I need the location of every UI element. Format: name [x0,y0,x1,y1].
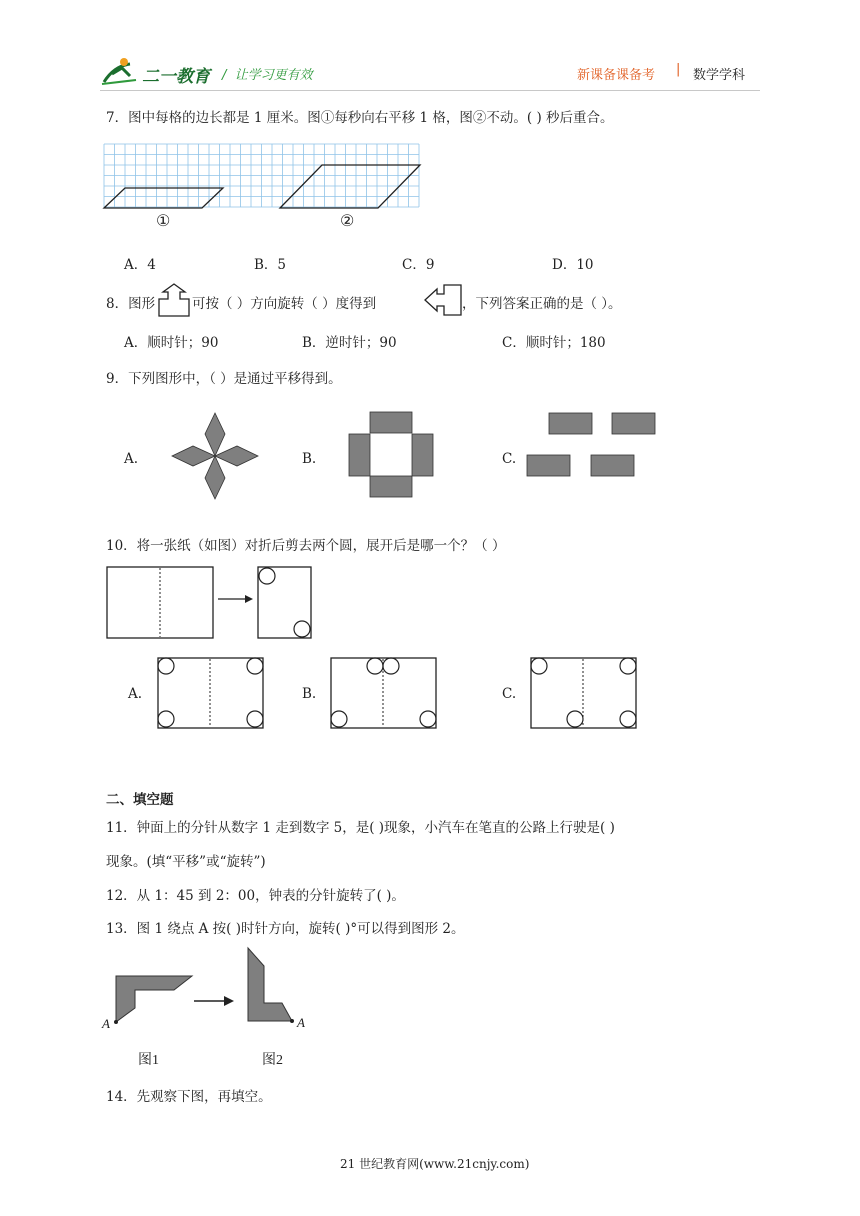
q9-text: 9．下列图形中，（ ）是通过平移得到。 [106,371,342,387]
q7-option-b[interactable]: B．5 [254,257,287,273]
fig2-caption: 图2 [262,1053,283,1068]
q11-line2: 现象。(填“平移”或“旋转”) [106,854,266,870]
q8-option-c[interactable]: C．顺时针；180 [502,335,606,351]
logo-runner-icon [100,56,140,86]
q9-figure-a [172,413,258,499]
point-a-label-2: A [297,1015,305,1030]
slogan-text: 让学习更有效 [234,68,313,83]
q14-text: 14．先观察下图，再填空。 [106,1089,272,1105]
header-slogan: / 让学习更有效 [222,68,313,83]
figure1-shape [116,976,192,1022]
figure2-shape [248,948,292,1021]
q10-figure-b [330,657,438,729]
q13-figure [102,946,308,1032]
q10-figure-c [530,657,638,729]
q10-option-b[interactable]: B. [302,686,317,702]
q10-option-c[interactable]: C. [502,686,517,702]
header-separator: | [676,62,681,77]
q10-text: 10．将一张纸（如图）对折后剪去两个圆，展开后是哪一个？（ ） [106,538,506,554]
q8-shape-original [158,283,190,317]
header-right-text: 新课备课备考 [577,68,656,83]
q11-line1: 11．钟面上的分针从数字 1 走到数字 5，是( )现象，小汽车在笔直的公路上行驶是( ) [106,820,615,836]
q7-text: 7．图中每格的边长都是 1 厘米。图①每秒向右平移 1 格，图②不动。( ) 秒后重合。 [106,110,614,126]
q12-text: 12．从 1：45 到 2：00，钟表的分针旋转了( )。 [106,888,405,904]
point-a-label-1: A [102,1016,110,1031]
logo-text: 二一教育 [142,67,210,87]
q9-option-a[interactable]: A. [124,451,139,467]
parallelogram-1 [104,188,223,208]
q10-figure-a [157,657,265,729]
q8-option-a[interactable]: A．顺时针；90 [124,335,219,351]
q9-option-b[interactable]: B. [302,451,317,467]
q8-text-c: ，下列答案正确的是（ ）。 [462,296,622,312]
q7-option-c[interactable]: C．9 [402,257,435,273]
page-footer: 21 世纪教育网(www.21cnjy.com) [340,1157,530,1171]
q7-grid-figure [104,144,422,230]
header-subject: 数学学科 [693,68,746,83]
q13-text: 13．图 1 绕点 A 按( )时针方向，旋转( )°可以得到图形 2。 [106,921,465,937]
q8-text-b: 可按（ ）方向旋转（ ）度得到 [192,296,377,312]
section-title: 二、填空题 [106,792,174,808]
header-rule [100,90,760,91]
q8-text-a: 8．图形 [106,296,156,312]
shape2-label: ② [340,211,355,230]
parallelogram-2 [280,165,420,208]
grid-lines [104,144,419,207]
q8-option-b[interactable]: B．逆时针；90 [302,335,397,351]
q7-option-a[interactable]: A．4 [124,257,156,273]
q9-option-c[interactable]: C. [502,451,517,467]
q7-option-d[interactable]: D．10 [552,257,594,273]
q10-option-a[interactable]: A. [128,686,143,702]
q9-figure-c [526,412,658,478]
q9-figure-b [348,412,434,498]
q8-shape-rotated [424,284,462,316]
shape1-label: ① [156,211,171,230]
q10-paper-figure [106,566,316,640]
fig1-caption: 图1 [138,1053,159,1068]
